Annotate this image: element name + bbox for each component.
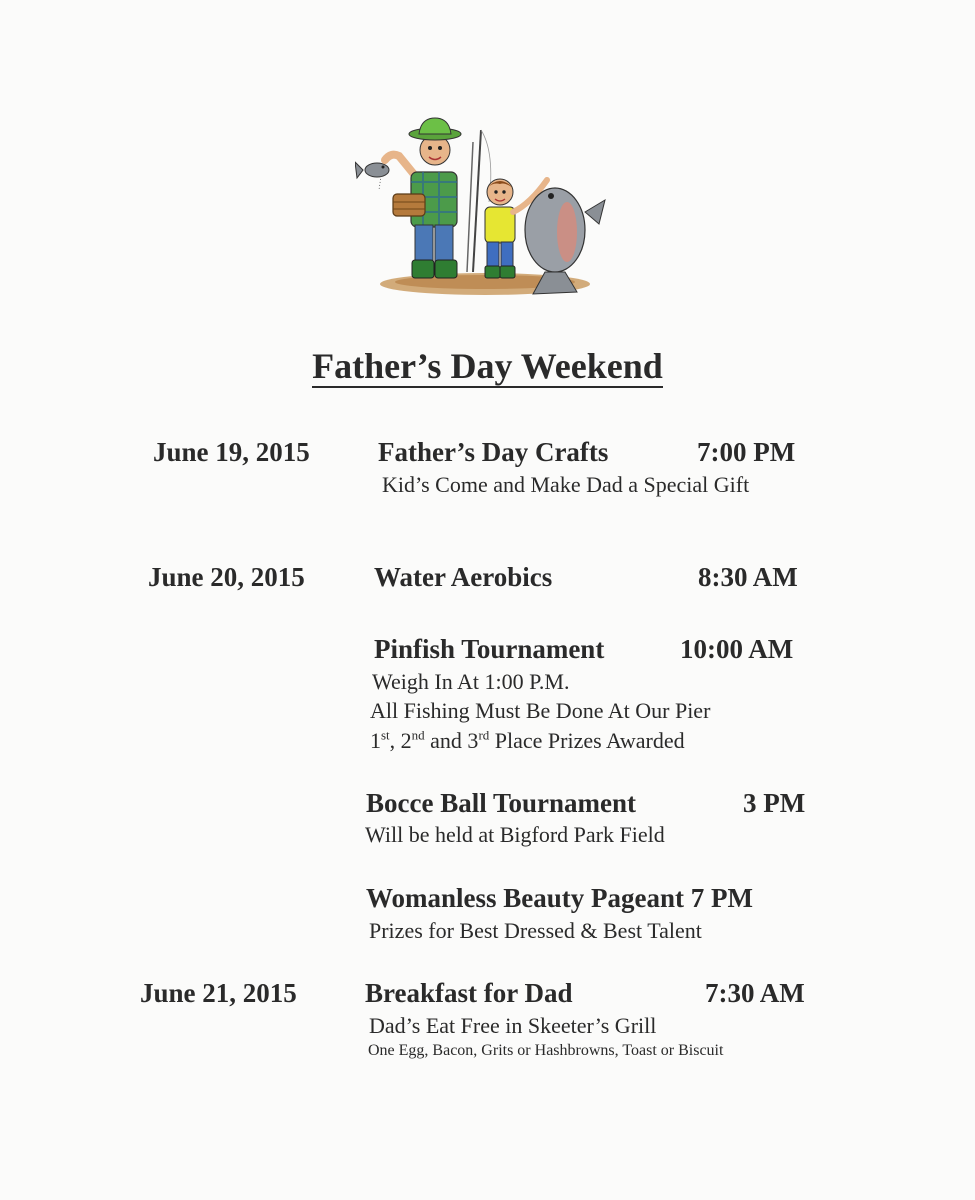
event-time-pinfish: 10:00 AM xyxy=(680,634,794,664)
event-name-pinfish: Pinfish Tournament xyxy=(374,634,605,664)
date-june-20: June 20, 2015 xyxy=(148,562,305,592)
event-detail-pinfish-weigh-in: Weigh In At 1:00 P.M. xyxy=(372,669,570,694)
event-time-crafts: 7:00 PM xyxy=(697,437,796,467)
event-detail-pinfish-pier: All Fishing Must Be Done At Our Pier xyxy=(370,698,711,723)
date-june-19: June 19, 2015 xyxy=(153,437,310,467)
small-fish-icon xyxy=(355,162,389,190)
event-name-bocce: Bocce Ball Tournament xyxy=(366,788,637,818)
event-detail-bocce: Will be held at Bigford Park Field xyxy=(365,822,665,847)
event-name-breakfast: Breakfast for Dad xyxy=(365,978,573,1008)
event-time-aerobics: 8:30 AM xyxy=(698,562,798,592)
event-detail-breakfast-free: Dad’s Eat Free in Skeeter’s Grill xyxy=(369,1013,657,1038)
event-name-crafts: Father’s Day Crafts xyxy=(378,437,609,467)
event-detail-breakfast-menu: One Egg, Bacon, Grits or Hashbrowns, Toast or Biscuit xyxy=(368,1042,724,1059)
event-detail-pageant: Prizes for Best Dressed & Best Talent xyxy=(369,918,702,943)
page-title: Father’s Day Weekend xyxy=(312,346,663,386)
event-detail-pinfish-prizes: 1st, 2nd and 3rd Place Prizes Awarded xyxy=(370,727,685,753)
date-june-21: June 21, 2015 xyxy=(140,978,297,1008)
event-time-bocce: 3 PM xyxy=(743,788,806,818)
event-name-aerobics: Water Aerobics xyxy=(374,562,553,592)
event-time-breakfast: 7:30 AM xyxy=(705,978,805,1008)
father-figure xyxy=(393,118,461,278)
event-detail-crafts: Kid’s Come and Make Dad a Special Gift xyxy=(382,472,750,497)
father-son-fishing-illustration xyxy=(355,112,615,297)
event-name-pageant: Womanless Beauty Pageant 7 PM xyxy=(366,883,753,913)
